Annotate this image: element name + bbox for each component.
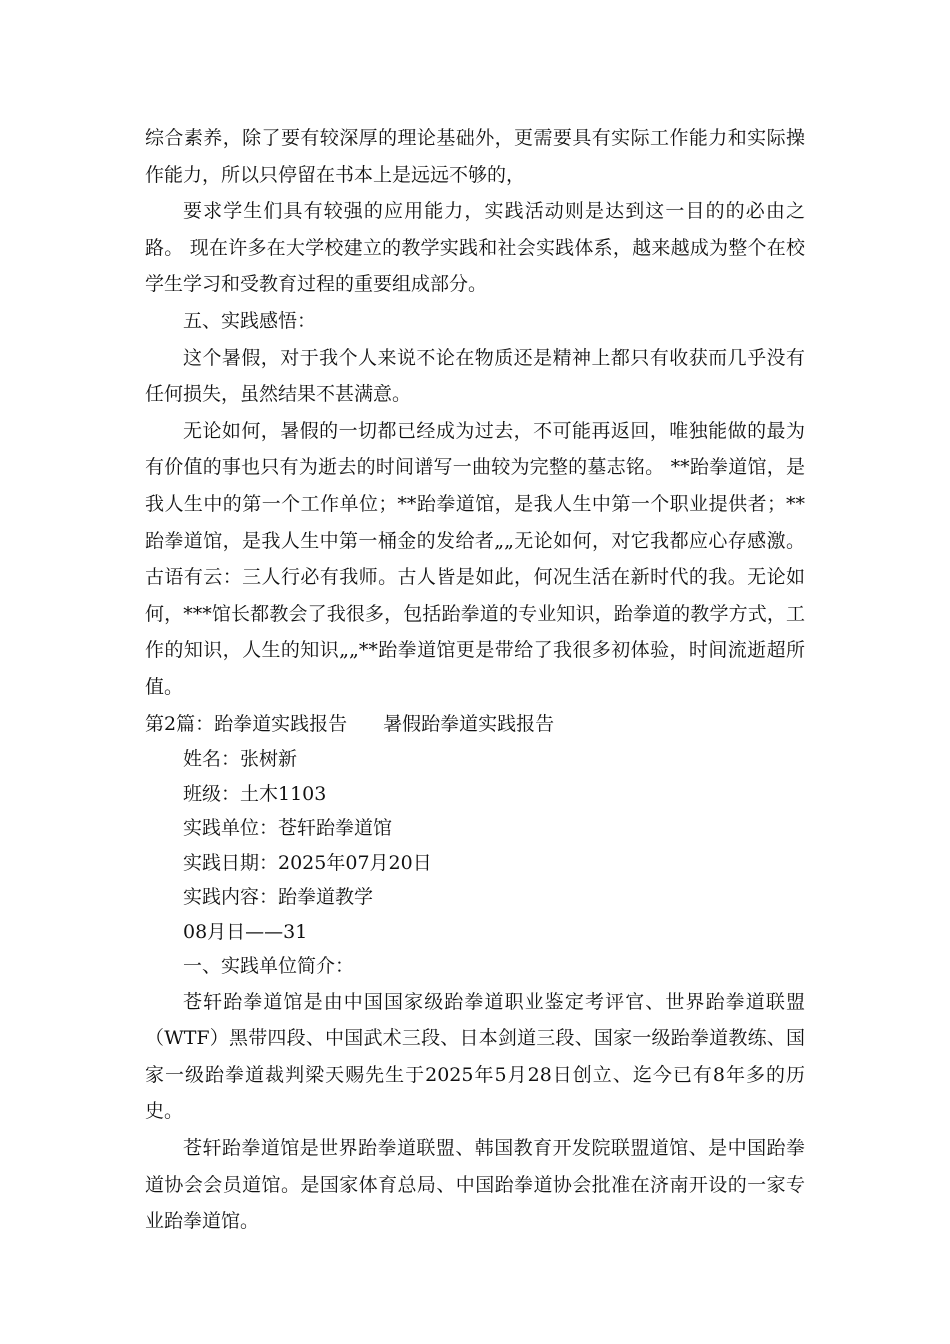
field-unit: 实践单位：苍轩跆拳道馆	[183, 817, 393, 840]
document-page	[145, 120, 805, 1240]
paragraph-gratitude: 无论如何，暑假的一切都已经成为过去，不可能再返回，唯独能做的最为有价值的事也只有为逝去的时间谱写一曲较为完整的墓志铭。 **跆拳道馆，是我人生中的第一个工作单位；**跆拳道馆，是我人生中第一个职业提供者；**跆拳道馆，是我人生中第一桶金的发给者„„无论如何，对它我都应心存感激。古语有云：三人行必有我师。古人皆是如此，何况生活在新时代的我。无论如何，***馆长都教会了我很多，包括跆拳道的专业知识，跆拳道的教学方式，工作的知识，人生的知识„„**跆拳道馆更是带给了我很多初体验，时间流逝超所值。	[145, 419, 805, 698]
field-content: 实践内容：跆拳道教学	[183, 886, 374, 909]
paragraph-summer-gain: 这个暑假，对于我个人来说不论在物质还是精神上都只有收获而几乎没有任何损失，虽然结果不甚满意。	[145, 346, 805, 406]
paragraph-dojo-membership: 苍轩跆拳道馆是世界跆拳道联盟、韩国教育开发院联盟道馆、是中国跆拳道协会会员道馆。是国家体育总局、中国跆拳道协会批准在济南开设的一家专业跆拳道馆。	[145, 1136, 805, 1233]
field-class: 班级：土木1103	[183, 782, 327, 805]
field-name: 姓名：张树新	[183, 748, 298, 771]
field-period: 08月日——31	[183, 920, 308, 943]
report-title: 第2篇：跆拳道实践报告	[145, 712, 348, 735]
paragraph-continuation: 综合素养，除了要有较深厚的理论基础外，更需要具有实际工作能力和实际操作能力，所以只停留在书本上是远远不够的，	[145, 127, 805, 186]
field-date: 实践日期：2025年07月20日	[183, 851, 432, 874]
section-heading-unit-intro: 一、实践单位简介：	[183, 955, 355, 978]
paragraph-dojo-history: 苍轩跆拳道馆是由中国国家级跆拳道职业鉴定考评官、世界跆拳道联盟（WTF）黑带四段、中国武术三段、日本剑道三段、国家一级跆拳道教练、国家一级跆拳道裁判梁天赐先生于2025年5月28日创立、迄今已有8年多的历史。	[145, 990, 805, 1123]
report-title-line	[145, 706, 805, 743]
section-heading-reflection: 五、实践感悟：	[183, 309, 317, 332]
report-subtitle: 暑假跆拳道实践报告	[383, 712, 555, 735]
paragraph-practice-ability: 要求学生们具有较强的应用能力，实践活动则是达到这一目的的必由之路。 现在许多在大学校建立的教学实践和社会实践体系，越来越成为整个在校学生学习和受教育过程的重要组成部分。	[145, 200, 805, 296]
